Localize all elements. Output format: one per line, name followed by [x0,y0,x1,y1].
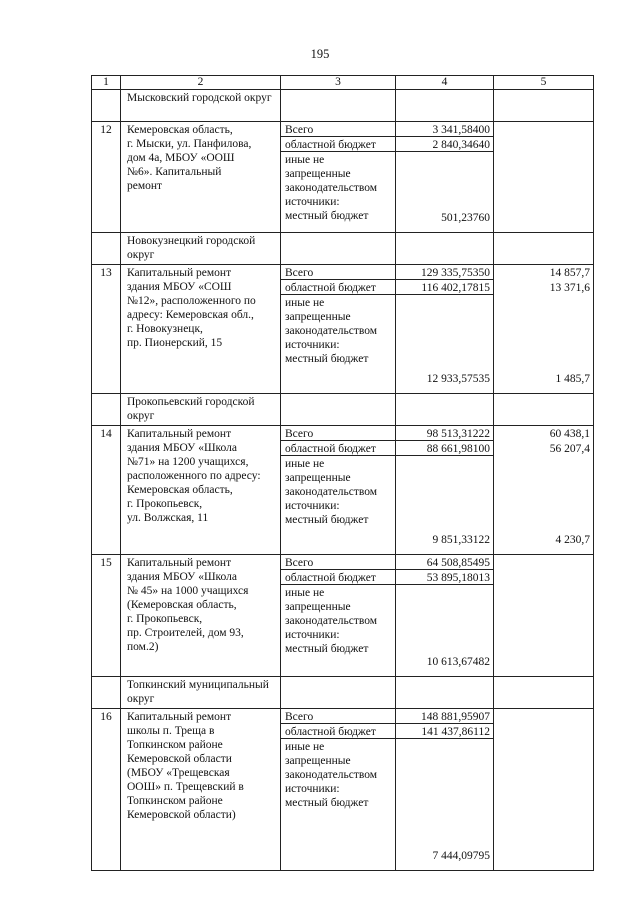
amount-total: 64 508,85495 [396,555,493,570]
description-line: г. Мыски, ул. Панфилова, [127,138,252,150]
description-line: ремонт [127,180,163,192]
object-description [121,426,281,555]
description-line: Капитальный ремонт [127,267,232,279]
funding-sources [281,709,396,871]
source-regional: областной бюджет [281,441,395,456]
description-line: здания МБОУ «СОШ [127,281,232,293]
amount-total: 129 335,75350 [396,265,493,280]
amount-col5 [494,709,594,871]
description-line: пр. Пионерский, 15 [127,337,223,349]
budget-table [91,75,594,871]
amount-regional: 116 402,17815 [396,280,493,295]
description-line: № 45» на 1000 учащихся [127,585,249,597]
funding-sources [281,122,396,233]
description-line: Кемеровская область, [127,484,233,496]
source-local: местный бюджет [285,353,369,365]
source-total: Всего [281,555,395,570]
source-other: иные не запрещенные законодательством источники: [285,741,378,795]
amount-col4 [396,426,494,555]
source-total: Всего [281,709,395,724]
amount-regional: 2 840,34640 [396,137,493,152]
amount-local: 12 933,57535 [426,373,490,385]
source-other: иные не запрещенные законодательством источники: [285,297,378,351]
table-row [92,555,594,677]
row-number: 14 [92,426,121,555]
description-line: Кемеровской области [127,753,232,765]
description-line: №6». Капитальный [127,166,222,178]
source-regional: областной бюджет [281,570,395,585]
header-cell: 2 [121,76,281,90]
description-line: Кемеровской области) [127,809,236,821]
description-line: (Кемеровская область, [127,599,237,611]
section-num-cell [92,90,121,122]
object-description [121,122,281,233]
source-other: иные не запрещенные законодательством источники: [285,458,378,512]
object-description [121,265,281,394]
amount5-regional [494,724,593,739]
amount-total: 148 881,95907 [396,709,493,724]
amount-local: 501,23760 [441,212,490,224]
description-line: адресу: Кемеровская обл., [127,309,254,321]
source-total: Всего [281,122,395,137]
source-total: Всего [281,426,395,441]
section-num-cell [92,233,121,265]
source-total: Всего [281,265,395,280]
source-other: иные не запрещенные законодательством источники: [285,154,378,208]
header-cell: 4 [396,76,494,90]
description-line: Капитальный ремонт [127,711,232,723]
description-line: расположенного по адресу: [127,470,261,482]
description-line: ул. Волжская, 11 [127,512,209,524]
description-line: Топкинском районе [127,739,223,751]
amount-local: 7 444,09795 [432,850,490,862]
table-row [92,426,594,555]
source-other-local [281,739,395,869]
amount5-regional: 56 207,4 [549,443,590,455]
row-number: 16 [92,709,121,871]
object-description [121,709,281,871]
description-line: (МБОУ «Трещевская [127,767,230,779]
object-description [121,555,281,677]
amount5-total: 14 857,7 [549,267,590,279]
section-row [92,233,594,265]
amount-total: 3 341,58400 [396,122,493,137]
amount5-regional: 13 371,6 [549,282,590,294]
amount5-total [494,709,593,724]
amount-regional: 88 661,98100 [396,441,493,456]
amount-total: 98 513,31222 [396,426,493,441]
description-line: пр. Строителей, дом 93, [127,627,244,639]
page-number: 195 [310,47,330,61]
source-regional: областной бюджет [281,280,395,295]
description-line: №71» на 1200 учащихся, [127,456,249,468]
amount-col5 [494,265,594,394]
description-line: Капитальный ремонт [127,428,232,440]
section-title: Топкинский муниципальный округ [121,677,281,709]
row-number: 12 [92,122,121,233]
section-row [92,677,594,709]
section-num-cell [92,394,121,426]
source-other-local [281,152,395,231]
header-cell: 5 [494,76,594,90]
description-line: Топкинском районе [127,795,223,807]
amount5-total [494,122,593,137]
source-other: иные не запрещенные законодательством источники: [285,587,378,641]
description-line: здания МБОУ «Школа [127,442,237,454]
description-line: г. Прокопьевск, [127,613,203,625]
amount-col4 [396,555,494,677]
source-regional: областной бюджет [281,724,395,739]
row-number: 13 [92,265,121,394]
description-line: ООШ» п. Трещевский в [127,781,244,793]
source-local: местный бюджет [285,797,369,809]
table-header-row [92,76,594,90]
section-row [92,394,594,426]
funding-sources [281,426,396,555]
amount5-total: 60 438,1 [549,428,590,440]
source-local: местный бюджет [285,643,369,655]
amount-local: 10 613,67482 [426,656,490,668]
source-other-local [281,456,395,553]
funding-sources [281,555,396,677]
table-row [92,265,594,394]
source-regional: областной бюджет [281,137,395,152]
amount-col5 [494,555,594,677]
section-row [92,90,594,122]
section-title: Прокопьевский городской округ [121,394,281,426]
funding-sources [281,265,396,394]
source-local: местный бюджет [285,210,369,222]
description-line: г. Прокопьевск, [127,498,203,510]
section-title: Новокузнецкий городской округ [121,233,281,265]
description-line: Кемеровская область, [127,124,233,136]
table-row [92,709,594,871]
description-line: г. Новокузнецк, [127,323,203,335]
amount-local: 9 851,33122 [432,534,490,546]
header-cell: 3 [281,76,396,90]
description-line: дом 4а, МБОУ «ООШ [127,152,235,164]
description-line: №12», расположенного по [127,295,256,307]
source-other-local [281,295,395,392]
description-line: здания МБОУ «Школа [127,571,237,583]
description-line: Капитальный ремонт [127,557,232,569]
amount5-local: 1 485,7 [555,373,590,385]
row-number: 15 [92,555,121,677]
amount-col5 [494,426,594,555]
source-other-local [281,585,395,675]
source-local: местный бюджет [285,514,369,526]
description-line: школы п. Треща в [127,725,215,737]
amount5-local: 4 230,7 [555,534,590,546]
amount5-total [494,555,593,570]
section-num-cell [92,677,121,709]
section-title: Мысковский городской округ [121,90,281,122]
amount-col4 [396,709,494,871]
amount5-regional [494,570,593,585]
description-line: пом.2) [127,641,159,653]
table-row [92,122,594,233]
amount-col4 [396,122,494,233]
amount-regional: 141 437,86112 [396,724,493,739]
amount5-regional [494,137,593,152]
amount-col5 [494,122,594,233]
amount-regional: 53 895,18013 [396,570,493,585]
amount-col4 [396,265,494,394]
header-cell: 1 [92,76,121,90]
